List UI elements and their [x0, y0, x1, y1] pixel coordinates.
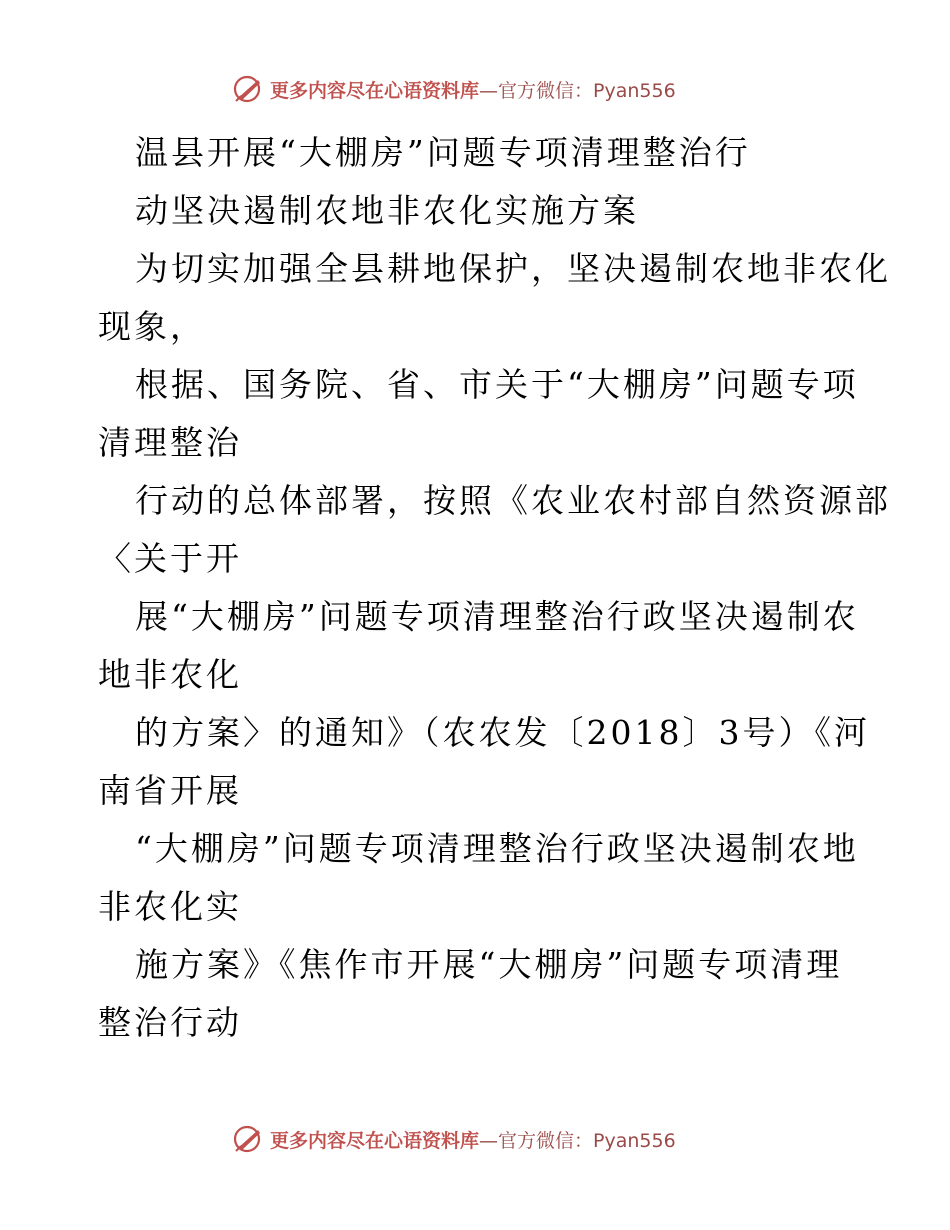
paragraph-line: 南省开展 [98, 771, 242, 810]
paragraph-line: 施方案》《焦作市开展“大棚房”问题专项清理 [135, 945, 843, 984]
paragraph-line: 展“大棚房”问题专项清理整治行政坚决遏制农 [135, 597, 859, 636]
paragraph-line: 整治行动 [98, 1003, 242, 1042]
paragraph-line: “大棚房”问题专项清理整治行政坚决遏制农地 [135, 829, 859, 868]
paragraph-line: 为切实加强全县耕地保护，坚决遏制农地非农化 [135, 249, 891, 288]
header-watermark [232, 74, 752, 104]
document-body [98, 124, 891, 1052]
quill-pen-logo-icon [232, 74, 266, 104]
paragraph-line: 现象， [98, 307, 206, 346]
paragraph-line: 地非农化 [98, 655, 242, 694]
watermark-contact: —官方微信：Pyan556 [479, 79, 676, 102]
title-line-2: 动坚决遏制农地非农化实施方案 [135, 191, 639, 230]
title-line-1: 温县开展“大棚房”问题专项清理整治行 [135, 133, 751, 172]
paragraph-line: 非农化实 [98, 887, 242, 926]
paragraph-line: 清理整治 [98, 423, 242, 462]
watermark-brand: 更多内容尽在心语资料库 [270, 79, 480, 102]
watermark-contact: —官方微信：Pyan556 [479, 1129, 676, 1152]
footer-watermark [232, 1124, 752, 1154]
paragraph-line: 根据、国务院、省、市关于“大棚房”问题专项 [135, 365, 859, 404]
watermark-brand: 更多内容尽在心语资料库 [270, 1129, 480, 1152]
quill-pen-logo-icon [232, 1124, 266, 1154]
paragraph-line: 的方案〉的通知》（农农发〔2018〕3号）《河 [135, 713, 870, 752]
paragraph-line: 〈关于开 [98, 539, 242, 578]
paragraph-line: 行动的总体部署，按照《农业农村部自然资源部 [135, 481, 891, 520]
